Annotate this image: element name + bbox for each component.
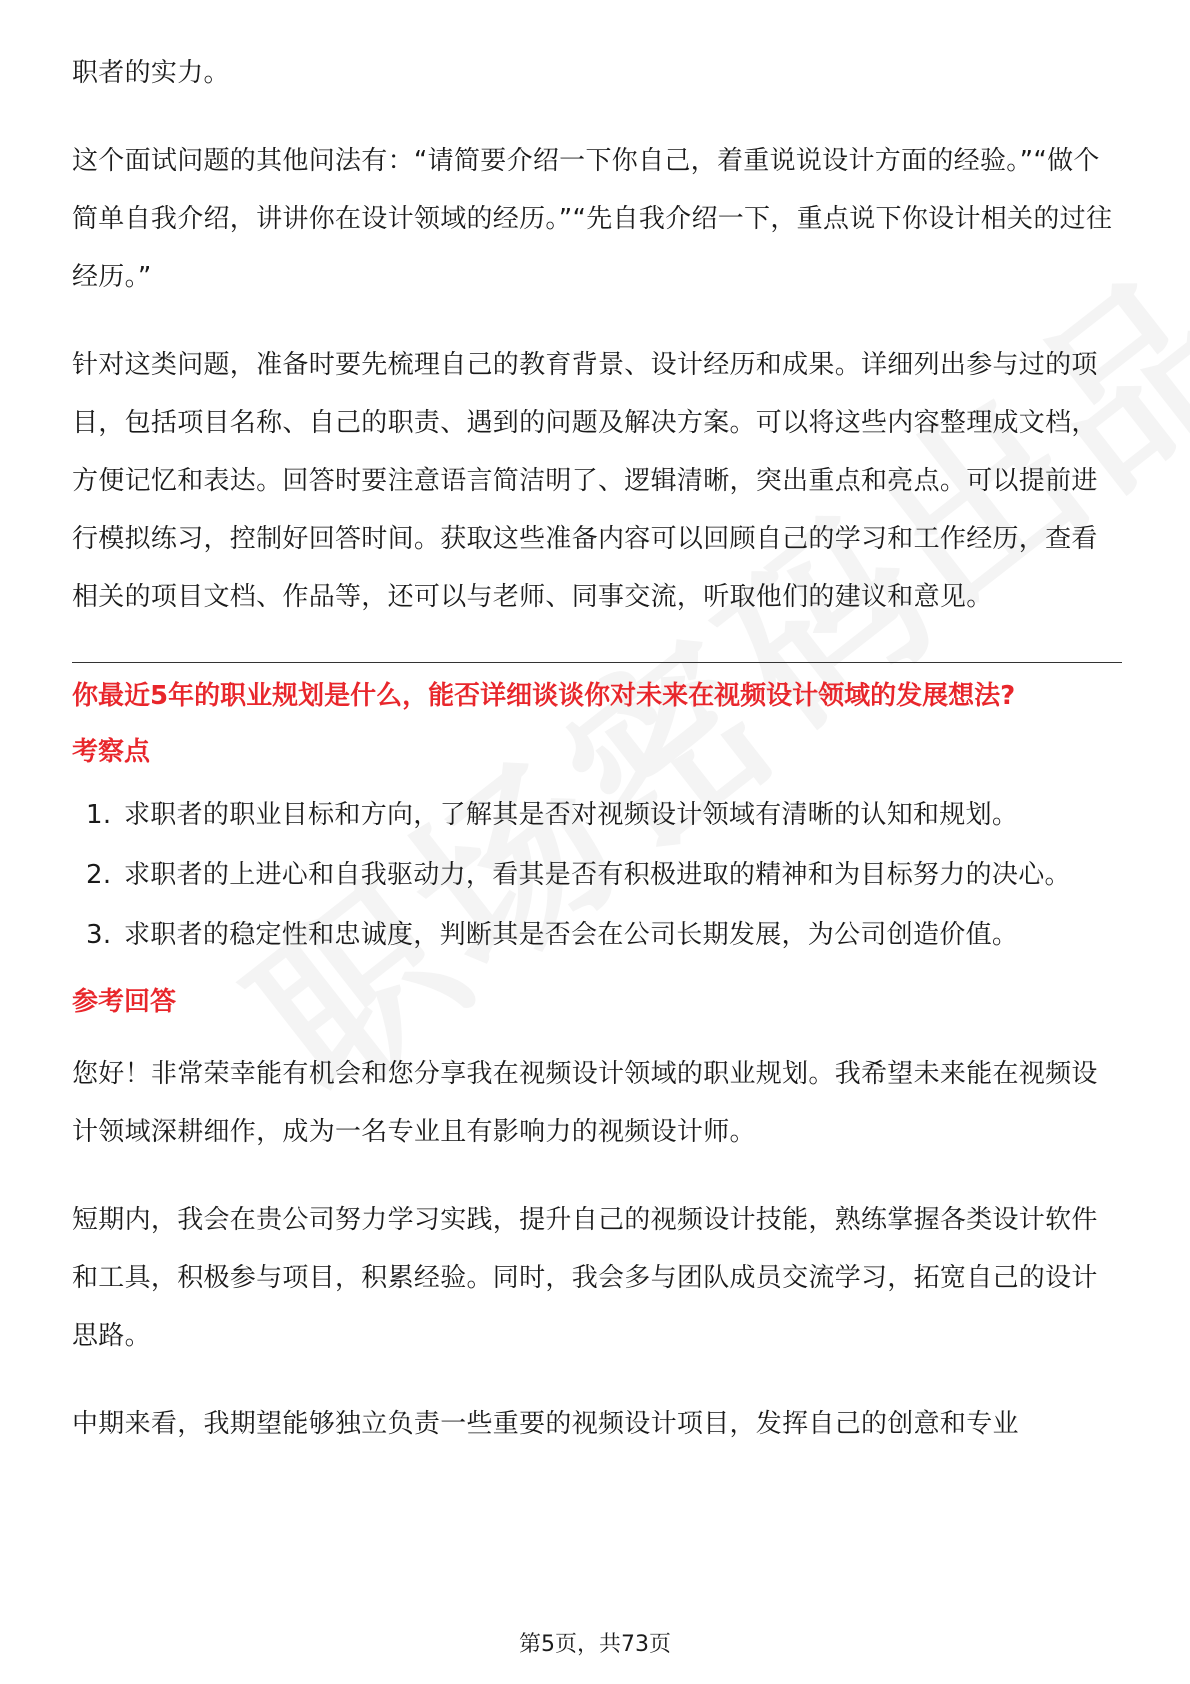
section-divider [72, 662, 1122, 663]
list-item-text: 求职者的职业目标和方向，了解其是否对视频设计领域有清晰的认知和规划。 [124, 800, 1019, 830]
list-item [72, 847, 1122, 903]
list-item-number: 2. [86, 860, 112, 890]
answer-paragraph: 中期来看，我期望能够独立负责一些重要的视频设计项目，发挥自己的创意和专业 [72, 1409, 1019, 1439]
page-content [72, 44, 1122, 1453]
answer-paragraph: 您好！非常荣幸能有机会和您分享我在视频设计领域的职业规划。我希望未来能在视频设计领域深耕细作，成为一名专业且有影响力的视频设计师。 [72, 1059, 1098, 1147]
answer-paragraph: 短期内，我会在贵公司努力学习实践，提升自己的视频设计技能，熟练掌握各类设计软件和工具，积极参与项目，积累经验。同时，我会多与团队成员交流学习，拓宽自己的设计思路。 [72, 1205, 1098, 1351]
page-number-footer: 第5页，共73页 [519, 1632, 671, 1657]
top-fragment: 职者的实力。 [72, 58, 230, 88]
question-heading: 你最近5年的职业规划是什么，能否详细谈谈你对未来在视频设计领域的发展想法? [72, 681, 1016, 711]
list-item-number: 3. [86, 920, 112, 950]
list-item [72, 787, 1122, 843]
list-item-text: 求职者的稳定性和忠诚度，判断其是否会在公司长期发展，为公司创造价值。 [124, 920, 1019, 950]
examine-points-list [72, 787, 1122, 963]
list-item-number: 1. [86, 800, 112, 830]
list-item-text: 求职者的上进心和自我驱动力，看其是否有积极进取的精神和为目标努力的决心。 [124, 860, 1071, 890]
prep-advice-paragraph: 针对这类问题，准备时要先梳理自己的教育背景、设计经历和成果。详细列出参与过的项目，包括项目名称、自己的职责、遇到的问题及解决方案。可以将这些内容整理成文档，方便记忆和表达。回答时要注意语言简洁明了、逻辑清晰，突出重点和亮点。可以提前进行模拟练习，控制好回答时间。获取这些准备内容可以回顾自己的学习和工作经历，查看相关的项目文档、作品等，还可以与老师、同事交流，听取他们的建议和意见。 [72, 350, 1098, 612]
answer-label: 参考回答 [72, 987, 177, 1017]
alt-questions-paragraph: 这个面试问题的其他问法有：“请简要介绍一下你自己，着重说说设计方面的经验。”“做个简单自我介绍，讲讲你在设计领域的经历。”“先自我介绍一下，重点说下你设计相关的过往经历。” [72, 146, 1113, 292]
list-item [72, 907, 1122, 963]
examine-label: 考察点 [72, 737, 151, 767]
